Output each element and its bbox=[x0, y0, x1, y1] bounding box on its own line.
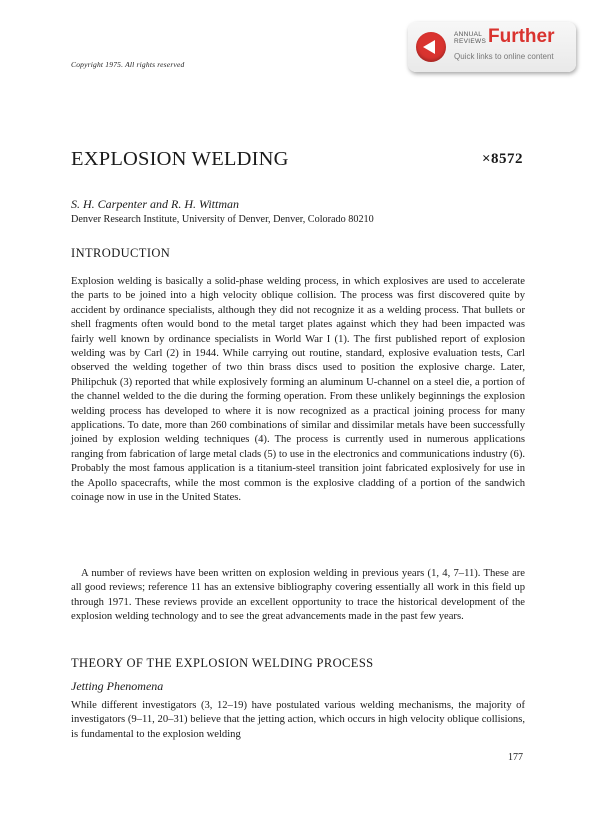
annual-reviews-logo-text: ANNUAL REVIEWS bbox=[454, 31, 487, 45]
article-code: ×8572 bbox=[481, 151, 523, 167]
introduction-paragraph-2: A number of reviews have been written on explosion welding in previous years (1, 4, 7–11). These are all good reviews; reference 11 has an extensive bibliography covering essentially all work in this field up through 1971. These reviews provide an excellent opportunity to trace the historical development of the explosion welding technology and to see the great advancements made in the past few years. bbox=[71, 568, 525, 623]
copyright-notice: Copyright 1975. All rights reserved bbox=[71, 60, 185, 69]
jetting-phenomena-heading: Jetting Phenomena bbox=[71, 679, 164, 693]
further-subtitle: Quick links to online content bbox=[454, 52, 554, 61]
page-number: 177 bbox=[508, 752, 523, 763]
author-affiliation: Denver Research Institute, University of Denver, Denver, Colorado 80210 bbox=[71, 214, 374, 225]
back-arrow-icon bbox=[416, 32, 446, 62]
annual-reviews-further-banner[interactable] bbox=[408, 22, 576, 72]
jetting-paragraph-1: While different investigators (3, 12–19) have postulated various welding mechanisms, the majority of investigators (9–11, 20–31) believe that the jetting action, which occurs in high velocity oblique collisions, is fundamental to the explosion welding bbox=[71, 700, 525, 740]
article-authors: S. H. Carpenter and R. H. Wittman bbox=[71, 197, 239, 211]
theory-heading: THEORY OF THE EXPLOSION WELDING PROCESS bbox=[71, 656, 374, 670]
introduction-heading: INTRODUCTION bbox=[71, 246, 171, 260]
introduction-paragraph-1: Explosion welding is basically a solid-phase welding process, in which explosives are used to accelerate the parts to be joined into a high velocity oblique collision. The process was first discovered quite by accident by ordinance specialists, although they did not recognize it as a welding process. That bullets or shell fragments often would bond to the metal target plates against which they had been impacted was fairly well known by ordinance specialists in World War I (1). The first published report of explosion welding was by Carl (2) in 1944. While carrying out routine, standard, explosive evaluation tests, Carl observed the welding together of two thin brass discs used to position the explosive charge. Later, Philipchuk (3) reported that while explosively forming an aluminum U-channel on a steel die, a portion of the channel welded to the die during the forming operation. From these unlikely beginnings the explosion welding process has developed to where it is now recognized as a practical joining process for many applications. To date, more than 260 combinations of similar and dissimilar metals have been successfully joined by explosion welding techniques (4). The process is currently used in numerous applications ranging from fabrication of large metal clads (5) to use in the electronics and communications industry (6). Probably the most famous application is a titanium-steel transition joint fabricated explosively for use in the Apollo spacecrafts, while the most common is the explosive cladding of a portion of the sandwich coinage now in use in the United States. bbox=[71, 276, 525, 504]
further-label: Further bbox=[488, 26, 555, 47]
article-title: EXPLOSION WELDING bbox=[71, 148, 289, 170]
